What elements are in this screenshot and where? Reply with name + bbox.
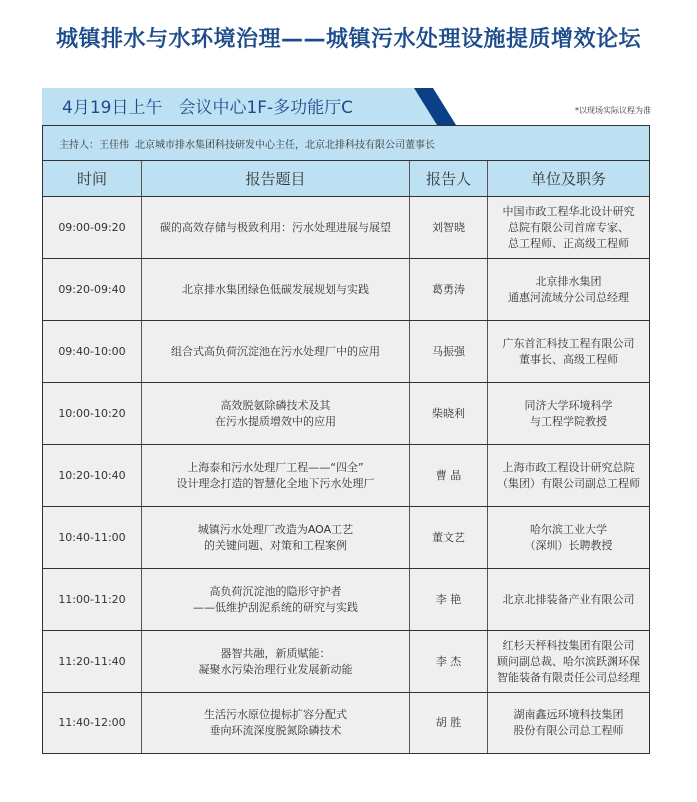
topic-cell (141, 321, 409, 382)
table-row (43, 321, 649, 383)
time-cell: 10:20-10:40 (58, 468, 126, 482)
column-header-topic: 报告题目 (141, 161, 409, 196)
topic-line: 垂向环流深度脱氮除磷技术 (209, 724, 342, 737)
organization-cell (487, 383, 649, 444)
organization-line: 红杉天枰科技集团有限公司 (502, 638, 635, 652)
organization-line: 智能装备有限责任公司总经理 (497, 670, 640, 684)
column-header-time: 时间 (76, 169, 107, 188)
organization-cell (487, 569, 649, 630)
session-venue: 会议中心1F-多功能厅C (178, 98, 354, 118)
time-cell: 11:00-11:20 (58, 592, 126, 606)
host-name: 王佳伟 (99, 139, 129, 151)
speaker-cell: 马振强 (409, 321, 487, 382)
topic-line: 高负荷沉淀池的隐形守护者 (209, 584, 342, 598)
table-row (43, 259, 649, 321)
topic-line: 在污水提质增效中的应用 (215, 414, 336, 428)
organization-line: 同济大学环境科学 (524, 398, 613, 412)
time-cell: 10:40-11:00 (58, 530, 126, 544)
topic-line: 器智共融，新质赋能： (220, 646, 331, 660)
organization-cell (487, 507, 649, 568)
topic-cell (141, 507, 409, 568)
organization-line: 中国市政工程华北设计研究 (502, 204, 635, 218)
table-row (43, 631, 649, 693)
organization-line: 哈尔滨工业大学 (530, 522, 607, 536)
topic-line: 城镇污水处理厂改造为AOA工艺 (197, 522, 354, 536)
topic-cell (141, 197, 409, 258)
organization-line: 股份有限公司总工程师 (513, 724, 624, 737)
host-title: 北京城市排水集团科技研发中心主任，北京北排科技有限公司董事长 (135, 139, 435, 151)
speaker-cell: 刘智晓 (409, 197, 487, 258)
schedule-note: *以现场实际议程为准 (575, 106, 651, 115)
speaker-cell: 李 艳 (409, 569, 487, 630)
table-header (43, 161, 649, 197)
organization-cell (487, 197, 649, 258)
topic-cell (141, 631, 409, 692)
table-body (43, 197, 649, 753)
organization-cell (487, 693, 649, 753)
speaker-cell: 葛勇涛 (409, 259, 487, 320)
speaker-cell: 柴晓利 (409, 383, 487, 444)
table-row (43, 693, 649, 753)
topic-line: 的关键问题、对策和工程案例 (204, 538, 347, 552)
topic-line: 上海泰和污水处理厂工程——“四全” (187, 460, 364, 474)
organization-line: 北京北排装备产业有限公司 (502, 592, 635, 606)
topic-line: ——低维护刮泥系统的研究与实践 (193, 600, 358, 614)
table-row (43, 507, 649, 569)
host-row (43, 126, 649, 161)
speaker-cell: 李 杰 (409, 631, 487, 692)
organization-line: 与工程学院教授 (530, 414, 607, 428)
table-row (43, 197, 649, 259)
organization-line: 上海市政工程设计研究总院 (502, 460, 635, 474)
table-row (43, 383, 649, 445)
time-cell: 10:00-10:20 (58, 406, 126, 420)
topic-line: 碳的高效存储与极致利用：污水处理进展与展望 (160, 220, 391, 234)
organization-line: 北京排水集团 (535, 274, 602, 288)
topic-cell (141, 693, 409, 753)
organization-line: （集团）有限公司副总工程师 (497, 476, 640, 490)
topic-line: 组合式高负荷沉淀池在污水处理厂中的应用 (171, 344, 380, 358)
organization-line: 总工程师、正高级工程师 (508, 236, 629, 250)
topic-cell (141, 445, 409, 506)
organization-cell (487, 321, 649, 382)
organization-line: （深圳）长聘教授 (524, 538, 613, 552)
host-label: 主持人： (59, 139, 99, 151)
session-heading (62, 93, 353, 118)
topic-line: 凝聚水污染治理行业发展新动能 (198, 662, 353, 676)
page-title: 城镇排水与水环境治理——城镇污水处理设施提质增效论坛 (55, 27, 641, 52)
table-row (43, 445, 649, 507)
time-cell: 11:40-12:00 (58, 716, 126, 729)
organization-line: 通惠河流域分公司总经理 (508, 290, 629, 304)
organization-cell (487, 631, 649, 692)
topic-cell (141, 383, 409, 444)
topic-line: 北京排水集团绿色低碳发展规划与实践 (182, 282, 369, 296)
topic-cell (141, 259, 409, 320)
organization-line: 顾问副总裁、哈尔滨跃渊环保 (497, 654, 640, 668)
session-date: 4月19日上午 (62, 98, 163, 118)
agenda-table (42, 125, 650, 754)
organization-line: 广东首汇科技工程有限公司 (502, 336, 635, 350)
time-cell: 11:20-11:40 (58, 654, 126, 668)
organization-line: 湖南鑫远环境科技集团 (513, 708, 624, 721)
organization-cell (487, 259, 649, 320)
table-row (43, 569, 649, 631)
time-cell: 09:00-09:20 (58, 220, 126, 234)
time-cell: 09:20-09:40 (58, 282, 126, 296)
topic-cell (141, 569, 409, 630)
topic-line: 生活污水原位提标扩容分配式 (204, 708, 347, 721)
speaker-cell: 胡 胜 (409, 693, 487, 753)
column-header-speaker: 报告人 (409, 161, 487, 196)
speaker-cell: 董文艺 (409, 507, 487, 568)
column-header-organization: 单位及职务 (487, 161, 649, 196)
speaker-cell: 曹 晶 (409, 445, 487, 506)
time-cell: 09:40-10:00 (58, 344, 126, 358)
topic-line: 设计理念打造的智慧化全地下污水处理厂 (176, 476, 375, 490)
organization-line: 董事长、高级工程师 (519, 352, 618, 366)
organization-line: 总院有限公司首席专家、 (508, 220, 629, 234)
topic-line: 高效脱氨除磷技术及其 (220, 398, 331, 412)
organization-cell (487, 445, 649, 506)
